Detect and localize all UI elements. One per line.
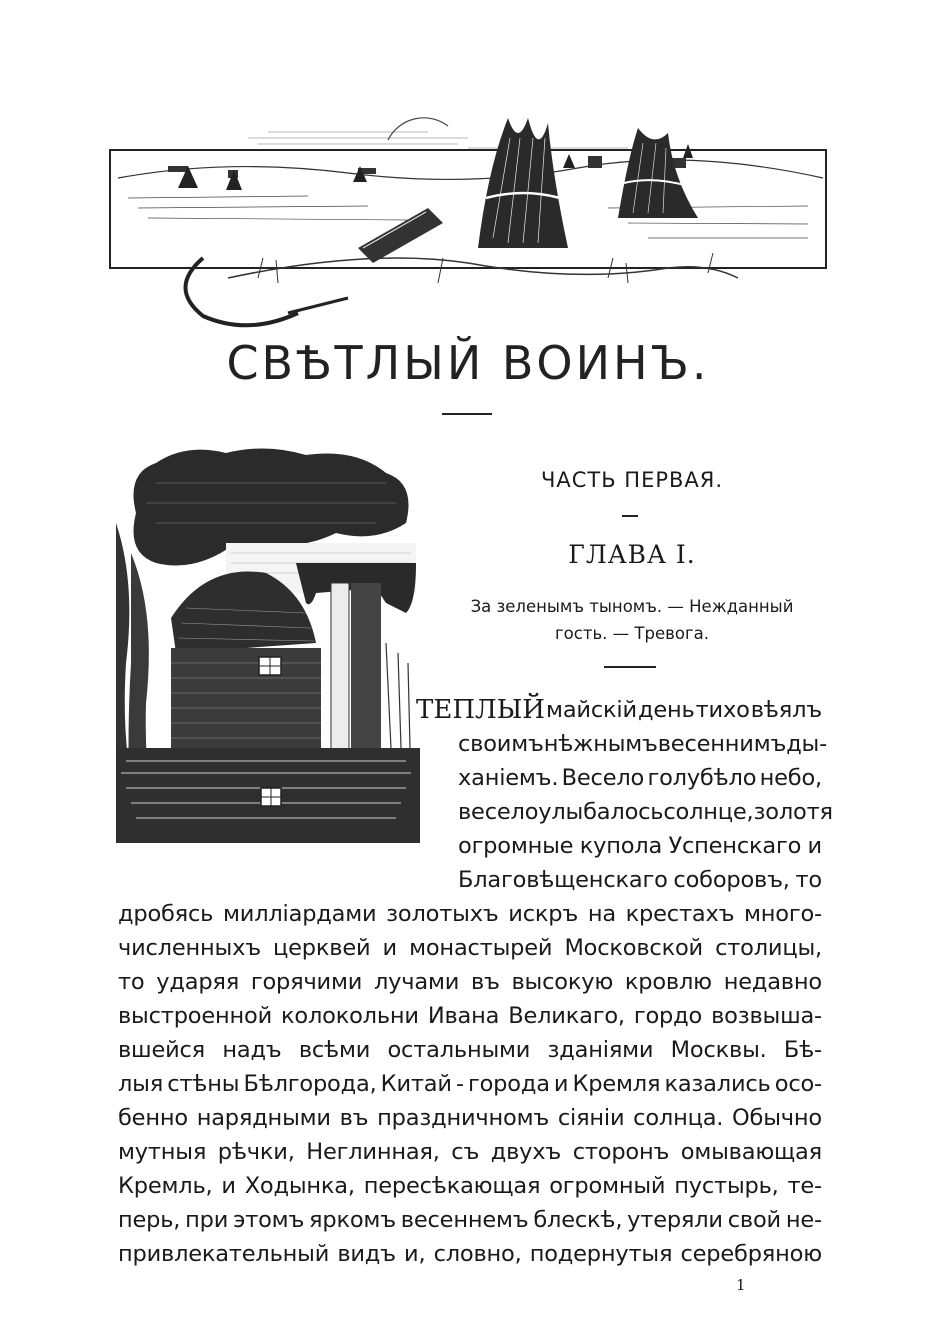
word: сіяніи (557, 1105, 625, 1131)
word: Ивана (427, 1003, 500, 1029)
word: бенно (118, 1105, 188, 1131)
word: мутныя (118, 1139, 207, 1165)
dropcap-word: ТЕПЛЫЙ (416, 695, 545, 725)
word: то (118, 969, 145, 995)
word: рѣчки, (217, 1139, 295, 1165)
word: горячими (250, 969, 363, 995)
summary-line: За зеленымъ тыномъ. — Нежданный (470, 597, 794, 616)
word: надъ (222, 1037, 282, 1063)
word: подернутыя (529, 1241, 673, 1267)
word: купола (579, 833, 663, 859)
word: день (637, 697, 695, 723)
word: своимъ (458, 731, 544, 757)
text-line (416, 694, 822, 726)
text-line (118, 1068, 822, 1100)
word: вѣялъ (750, 697, 822, 723)
word: весеннемъ (400, 1207, 529, 1233)
word: въ (339, 1105, 369, 1131)
word: огромный (549, 1173, 666, 1199)
text-line (458, 796, 833, 828)
text-line (118, 966, 822, 998)
word: солнце, (663, 799, 754, 825)
word: яркомъ (309, 1207, 396, 1233)
word: те- (787, 1173, 822, 1199)
word: Москвы. (670, 1037, 767, 1063)
word: небо, (759, 765, 822, 791)
word: майскій (546, 697, 637, 723)
word: гордо (633, 1003, 703, 1029)
word: голубѣло (647, 765, 757, 791)
word: золотя (753, 799, 833, 825)
word: двухъ (490, 1139, 562, 1165)
word: численныхъ (118, 935, 261, 961)
word: пересѣкающая (363, 1173, 541, 1199)
word: блескѣ, (533, 1207, 623, 1233)
word: церквей (273, 935, 371, 961)
word: весеннимъ (657, 731, 787, 757)
word: Благовѣщенскаго (458, 867, 668, 893)
word: возвыша- (711, 1003, 822, 1029)
word: много- (744, 901, 822, 927)
word: тихо (695, 697, 750, 723)
page-number: 1 (736, 1276, 746, 1294)
word: недавно (723, 969, 822, 995)
text-line (118, 1000, 822, 1032)
word: омывающая (680, 1139, 822, 1165)
text-line (458, 762, 822, 794)
text-line (118, 1170, 822, 1202)
word: ханіемъ. (458, 765, 559, 791)
word: милліардами (223, 901, 377, 927)
word: Успенскаго (668, 833, 802, 859)
word: золотыхъ (386, 901, 499, 927)
word: ударяя (156, 969, 240, 995)
word: монастырей (409, 935, 553, 961)
word: Кремль, (118, 1173, 213, 1199)
word: видъ (337, 1241, 396, 1267)
word: вшейся (118, 1037, 206, 1063)
word: зданіями (547, 1037, 654, 1063)
word: на (587, 901, 616, 927)
word: осо- (774, 1071, 822, 1097)
text-line (118, 932, 822, 964)
word: лыя (118, 1071, 164, 1097)
word: колокольни (281, 1003, 419, 1029)
word: дробясь (118, 901, 214, 927)
word: всѣми (298, 1037, 371, 1063)
word: огромные (458, 833, 574, 859)
word: Московской (564, 935, 703, 961)
word: искръ (508, 901, 579, 927)
word: утеряли (627, 1207, 723, 1233)
word: Неглинная, (306, 1139, 440, 1165)
word: перь, (118, 1207, 181, 1233)
word: солнца. (633, 1105, 724, 1131)
word: Великаго, (508, 1003, 625, 1029)
word: привлекательный (118, 1241, 330, 1267)
word: Бѣ- (783, 1037, 822, 1063)
word: свой (727, 1207, 781, 1233)
text-line (118, 1034, 822, 1066)
word: то (795, 867, 822, 893)
word: города (468, 1071, 550, 1097)
word: лучами (373, 969, 460, 995)
text-line (458, 830, 822, 862)
word: Ходынка, (244, 1173, 355, 1199)
word: этомъ (233, 1207, 305, 1233)
summary-line: гость. — Тревога. (555, 624, 709, 643)
word: Бѣлгорода, (243, 1071, 377, 1097)
word: стѣны (167, 1071, 240, 1097)
word: Обычно (732, 1105, 822, 1131)
word: Весело (561, 765, 645, 791)
text-line (118, 1102, 822, 1134)
word: съ (451, 1139, 480, 1165)
word: кровлю (624, 969, 712, 995)
word: нѣжнымъ (543, 731, 658, 757)
word: соборовъ, (673, 867, 790, 893)
word: весело (458, 799, 539, 825)
book-title: СВѢТЛЫЙ ВОИНЪ. (226, 336, 710, 390)
word: нарядными (196, 1105, 331, 1131)
word: серебряною (680, 1241, 822, 1267)
word: при (185, 1207, 229, 1233)
word: столицы, (715, 935, 822, 961)
text-line (118, 1136, 822, 1168)
word: и (553, 1071, 569, 1097)
word: не- (785, 1207, 822, 1233)
word: сторонъ (572, 1139, 670, 1165)
word: - (455, 1071, 464, 1097)
word: ды- (786, 731, 828, 757)
text-line (118, 1238, 822, 1270)
text-line (458, 864, 822, 896)
word: и (382, 935, 397, 961)
word: праздничномъ (377, 1105, 550, 1131)
word: остальными (387, 1037, 531, 1063)
word: улыбалось (538, 799, 664, 825)
word: въ (470, 969, 500, 995)
word: Китай (380, 1071, 452, 1097)
part-heading: ЧАСТЬ ПЕРВАЯ. (540, 468, 724, 492)
word: и, (404, 1241, 426, 1267)
word: казались (664, 1071, 771, 1097)
chapter-heading: ГЛАВА I. (568, 540, 696, 569)
word: и (807, 833, 822, 859)
word: и (221, 1173, 236, 1199)
word: словно, (433, 1241, 522, 1267)
word: пустырь, (674, 1173, 779, 1199)
text-line (118, 1204, 822, 1236)
word: выстроенной (118, 1003, 273, 1029)
text-line (458, 728, 828, 760)
word: Кремля (572, 1071, 661, 1097)
text-line (118, 898, 822, 930)
word: высокую (511, 969, 614, 995)
word: крестахъ (625, 901, 735, 927)
